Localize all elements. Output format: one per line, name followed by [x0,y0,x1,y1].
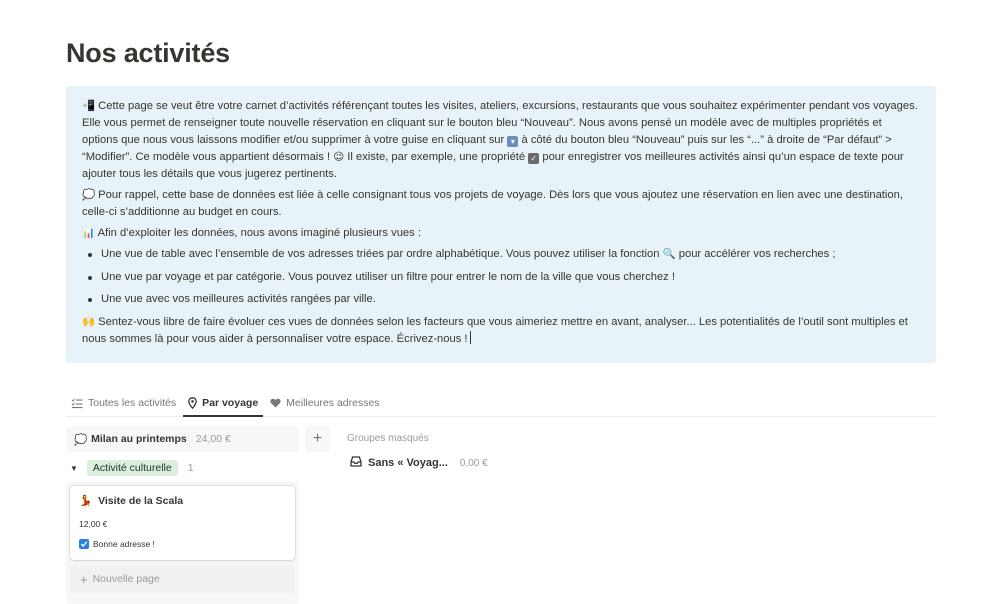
views-list [82,246,920,308]
callout-paragraph-intro: 📲 Cette page se veut être votre carnet d’activités référençant toutes les visites, ateliers, excursions, restaurants que vous souhaitez expérimenter pendant vos voyages. Elle vous permet de renseigner toute nouvelle réservation en cliquant sur le bouton bleu “Nouveau”. Nous avons pensé un modèle avec de multiples propriétés et options que nous vous laissons modifier et/ou supprimer à votre guise en cliquant sur ▾ à côté du bouton bleu “Nouveau” puis sur les “...” à droite de “Par défaut” > “Modifier”. Ce modèle vous appartient désormais ! 😉 Il existe, par exemple, une propriété ✓ pour enregistrer vos meilleures activités ainsi qu’un espace de texte pour ajouter tous les détails que vous jugerez pertinents. [82,100,918,180]
wink-icon: 😉 [333,151,345,163]
activity-card[interactable] [70,486,295,560]
page-title: Nos activités [66,38,230,68]
text-cursor [470,331,471,344]
new-page-button[interactable]: + Nouvelle page [70,565,295,593]
group-sum: 24,00 € [195,433,231,445]
hidden-group-name: Sans « Voyag... [368,457,448,469]
card-checkbox-property: Bonne adresse ! [79,539,155,549]
pin-icon [188,397,197,409]
group-name: Milan au printemps [91,433,187,445]
list-item: Une vue de table avec l’ensemble de vos adresses triées par ordre alphabétique. Vous pouvez utiliser la fonction 🔍 pour accélérer vos recherches ; [82,246,920,263]
add-group-button[interactable]: + [305,426,330,452]
callout-paragraph-closing: 🙌 Sentez-vous libre de faire évoluer ces vues de données selon les facteurs que vous aimeriez mettre en avant, analyser... Les potentialités de l’outil sont multiples et nous sommes là pour vous aider à personnaliser votre espace. Écrivez-nous ! [82,315,908,345]
tab-par-voyage[interactable]: Par voyage [183,390,263,417]
magnifier-icon: 🔍 [662,248,676,260]
plus-icon: + [80,571,88,587]
down-arrow-button-icon: ▾ [507,136,518,147]
collapse-triangle-icon[interactable]: ▼ [70,463,78,473]
hidden-group-sum: 0,00 € [459,457,488,469]
list-item: Une vue avec vos meilleures activités rangées par ville. [82,291,920,308]
board-column [66,482,299,604]
list-icon [71,398,83,409]
thought-bubble-icon: 💭 [82,189,96,201]
inbox-icon [350,456,362,470]
callout-block[interactable] [66,86,936,363]
card-price: 12,00 € [79,519,108,529]
heart-icon [270,398,281,408]
subgroup-count: 1 [187,462,194,474]
card-title: 💃 Visite de la Scala [79,494,184,507]
hidden-group-item[interactable] [350,456,488,470]
raised-hands-icon: 🙌 [82,315,96,328]
list-item: Une vue par voyage et par catégorie. Vous pouvez utiliser un filtre pour entrer le nom de la ville que vous cherchez ! [82,269,920,286]
view-tabs [66,390,936,417]
tab-meilleures-adresses[interactable]: Meilleures adresses [265,390,384,416]
subgroup-header[interactable] [70,460,194,476]
callout-paragraph-views: 📊 Afin d’exploiter les données, nous avons imaginé plusieurs vues : [82,225,920,242]
dancer-icon: 💃 [79,495,93,507]
category-pill: Activité culturelle [87,460,178,476]
checkbox-icon: ✓ [528,153,539,164]
bar-chart-icon: 📊 [82,227,96,239]
thought-bubble-icon: 💭 [74,433,88,446]
tab-toutes-les-activites[interactable]: Toutes les activités [66,390,181,416]
board-group-header[interactable] [66,426,299,452]
callout-paragraph-reminder: 💭 Pour rappel, cette base de données est liée à celle consignant tous vos projets de voyage. Dès lors que vous ajoutez une réservation en lien avec une destination, celle-ci s’additionne au budget en cours. [82,189,903,218]
hidden-groups-label: Groupes masqués [347,433,429,444]
checkbox-checked-icon[interactable] [79,539,89,549]
phone-arrow-icon: 📲 [82,100,96,112]
